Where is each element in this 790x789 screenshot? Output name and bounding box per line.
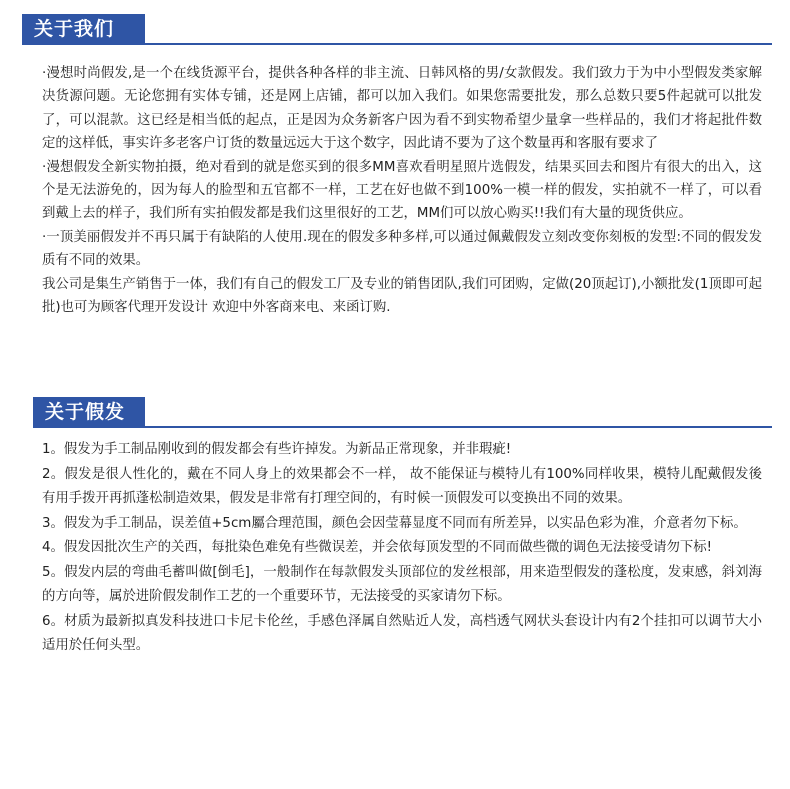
about-wigs-section [0, 397, 790, 653]
about-us-paragraph: 我公司是集生产销售于一体，我们有自己的假发工厂及专业的销售团队,我们可团购，定做(20顶起订),小额批发(1顶即可起批)也可为顾客代理开发设计 欢迎中外客商来电、来函订购. [42, 276, 762, 316]
wig-note-item: 3。假发为手工制品，误差值+5cm屬合理范围，颜色会因莹幕显度不同而有所差异，以实品色彩为准，介意者勿下标。 [42, 515, 747, 531]
about-us-paragraph: ·漫想时尚假发,是一个在线货源平台，提供各种各样的非主流、日韩风格的男/女款假发。我们致力于为中小型假发类家解决货源问题。无论您拥有实体专铺，还是网上店铺，都可以加入我们。如果您需要批发，那么总数只要5件起就可以批发了，可以混款。这已经是相当低的起点，正是因为众务新客户因为看不到实物希望少量拿一些样品的，我们才将起批件数定的这样低，事实许多老客户订货的数量远远大于这个数字，因此请不要为了这个数量再和客服有要求了 [42, 66, 762, 152]
about-wigs-body [42, 438, 762, 659]
about-wigs-title: 关于假发 [33, 397, 145, 428]
about-wigs-header [0, 397, 790, 428]
wig-note-item: 5。假发内层的弯曲毛蓄叫做[倒毛]，一般制作在每款假发头顶部位的发丝根部，用来造型假发的蓬松度，发束感，斜刘海的方向等，属於进阶假发制作工艺的一个重要环节，无法接受的买家请勿下标。 [42, 564, 762, 604]
about-us-header [0, 14, 790, 45]
about-us-paragraph: ·漫想假发全新实物拍摄，绝对看到的就是您买到的很多MM喜欢看明星照片选假发，结果买回去和图片有很大的出入，这个是无法游免的，因为每人的脸型和五官都不一样，工艺在好也做不到100%一模一样的假发，实拍就不一样了，可以看到戴上去的样子，我们所有实拍假发都是我们这里很好的工艺，MM们可以放心购买!!我们有大量的现货供应。 [42, 159, 762, 222]
header-divider [145, 43, 772, 45]
wig-note-item: 2。假发是很人性化的，戴在不同人身上的效果都会不一样， 故不能保证与模特儿有100%同样收果，模特儿配戴假发後有用手拨开再抓蓬松制造效果，假发是非常有打理空间的，有时候一顶假发可以变换出不同的效果。 [42, 466, 762, 506]
wig-note-item: 4。假发因批次生产的关西，每批染色难免有些微误差，并会依每顶发型的不同而做些微的调色无法接受请勿下标! [42, 540, 713, 555]
wig-note-item: 6。材质为最新拟真发科技进口卡尼卡伦丝，手感色泽属自然贴近人发，高档透气网状头套设计内有2个挂扣可以调节大小适用於任何头型。 [42, 613, 762, 653]
about-us-title: 关于我们 [22, 14, 145, 45]
about-us-paragraph: ·一顶美丽假发并不再只属于有缺陷的人使用.现在的假发多种多样,可以通过佩戴假发立刻改变你刻板的发型:不同的假发发质有不同的效果。 [42, 229, 762, 269]
wig-note-item: 1。假发为手工制品刚收到的假发都会有些许掉发。为新品正常现象，并非瑕疵! [42, 442, 512, 457]
about-us-body [42, 62, 762, 319]
header-divider [145, 426, 772, 428]
about-us-section [0, 14, 790, 316]
